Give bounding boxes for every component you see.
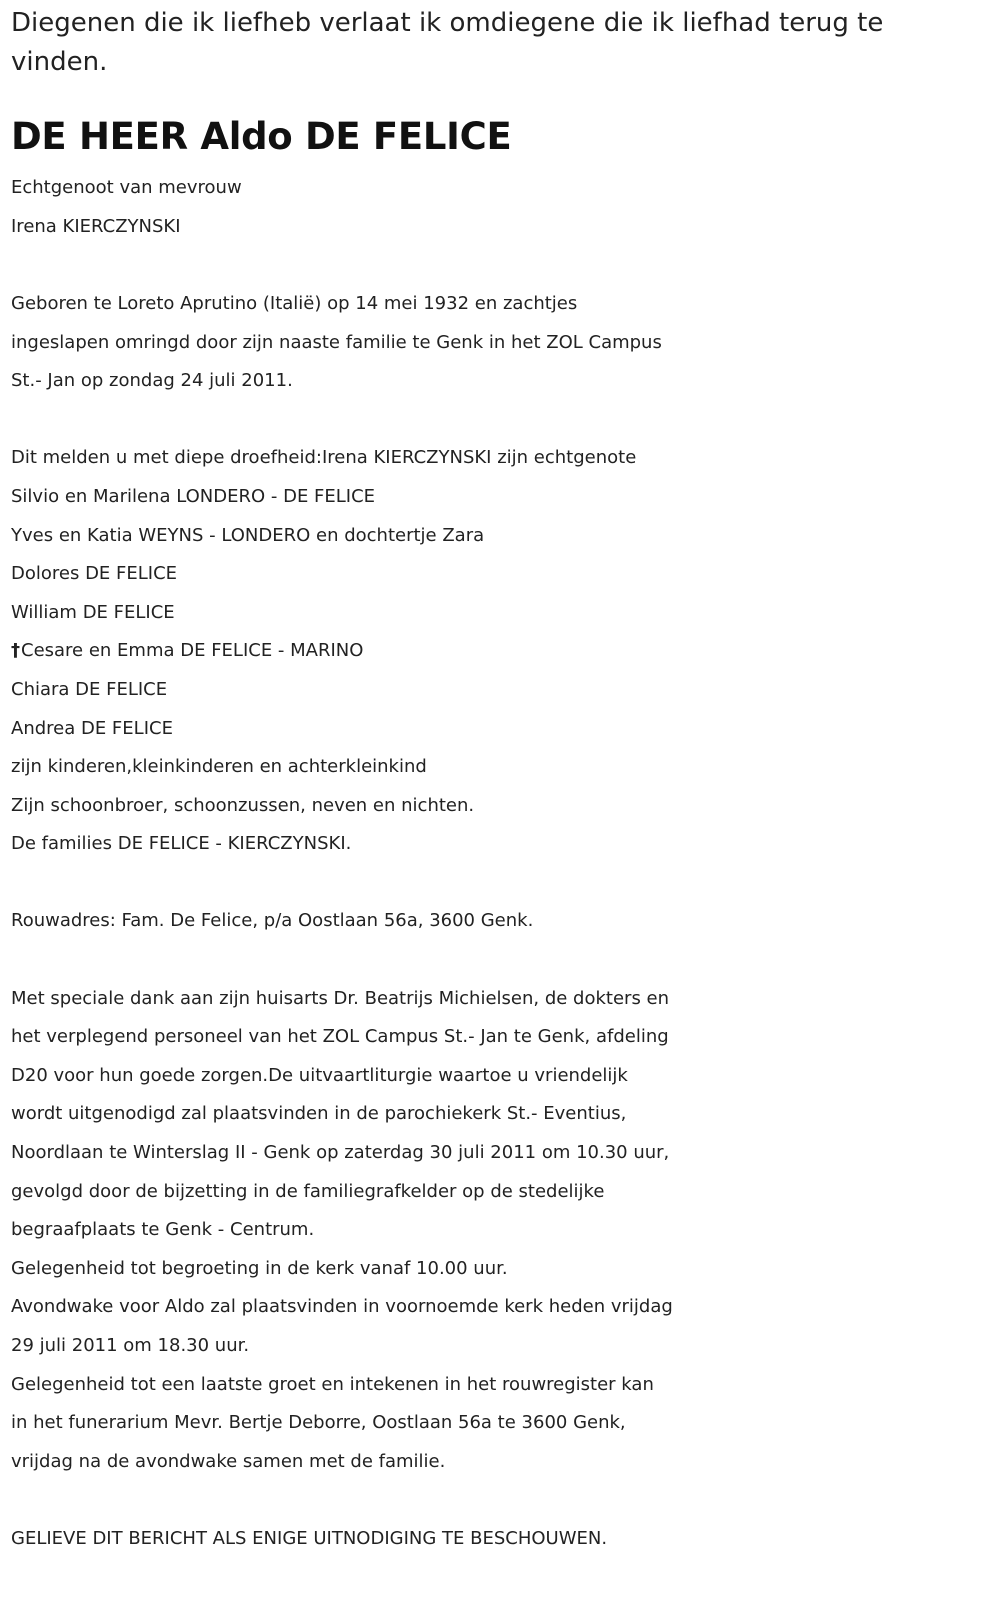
ceremony-line: 29 juli 2011 om 18.30 uur.	[11, 1335, 250, 1356]
family-line: Silvio en Marilena LONDERO - DE FELICE	[11, 485, 376, 507]
spouse-line: Echtgenoot van mevrouw	[11, 177, 242, 199]
birth-line: Geboren te Loreto Aprutino (Italië) op 14 mei 1932 en zachtjes	[11, 292, 578, 314]
opening-quote: Diegenen die ik liefheb verlaat ik omdiegene die ik liefhad terug te vinden.	[11, 8, 884, 77]
ceremony-line: begraafplaats te Genk - Centrum.	[11, 1219, 315, 1241]
ceremony-line: gevolgd door de bijzetting in de familiegrafkelder op de stedelijke	[11, 1180, 605, 1202]
family-line: Dolores DE FELICE	[11, 563, 178, 585]
ceremony-line: D20 voor hun goede zorgen.De uitvaartliturgie waartoe u vriendelijk	[11, 1064, 628, 1086]
ceremony-line: het verplegend personeel van het ZOL Campus St.- Jan te Genk, afdeling	[11, 1026, 669, 1048]
closing-notice: GELIEVE DIT BERICHT ALS ENIGE UITNODIGING TE BESCHOUWEN.	[11, 1527, 608, 1549]
ceremony-line: Noordlaan te Winterslag II - Genk op zaterdag 30 juli 2011 om 10.30 uur,	[11, 1142, 670, 1164]
thanks-and-ceremony-section	[11, 980, 990, 1482]
deceased-family-line	[11, 632, 990, 671]
mourning-address: Rouwadres: Fam. De Felice, p/a Oostlaan 56a, 3600 Genk.	[11, 910, 534, 932]
ceremony-line: vrijdag na de avondwake samen met de familie.	[11, 1450, 446, 1472]
ceremony-line: in het funerarium Mevr. Bertje Deborre, Oostlaan 56a te 3600 Genk,	[11, 1412, 626, 1434]
family-line: Dit melden u met diepe droefheid:Irena KIERCZYNSKI zijn echtgenote	[11, 447, 637, 469]
ceremony-line: wordt uitgenodigd zal plaatsvinden in de parochiekerk St.- Eventius,	[11, 1103, 627, 1125]
family-line: Chiara DE FELICE	[11, 678, 168, 700]
family-line: zijn kinderen,kleinkinderen en achterkleinkind	[11, 756, 427, 778]
family-line: William DE FELICE	[11, 601, 175, 623]
deceased-family-text: Cesare en Emma DE FELICE - MARINO	[21, 640, 364, 662]
spouse-line: Irena KIERCZYNSKI	[11, 215, 181, 237]
spouse-section	[11, 169, 990, 246]
family-section	[11, 439, 990, 864]
birth-section	[11, 285, 990, 401]
ceremony-line: Gelegenheid tot een laatste groet en intekenen in het rouwregister kan	[11, 1373, 654, 1395]
birth-line: St.- Jan op zondag 24 juli 2011.	[11, 370, 293, 392]
family-line: Yves en Katia WEYNS - LONDERO en dochtertje Zara	[11, 524, 485, 546]
family-line: Andrea DE FELICE	[11, 717, 173, 739]
spacer	[11, 864, 990, 903]
spacer	[11, 246, 990, 285]
deceased-name: DE HEER Aldo DE FELICE	[11, 115, 512, 159]
spacer	[11, 941, 990, 980]
ceremony-line: Gelegenheid tot begroeting in de kerk vanaf 10.00 uur.	[11, 1257, 508, 1279]
ceremony-line: Avondwake voor Aldo zal plaatsvinden in voornoemde kerk heden vrijdag	[11, 1296, 673, 1318]
birth-line: ingeslapen omringd door zijn naaste familie te Genk in het ZOL Campus	[11, 331, 662, 353]
family-line: De families DE FELICE - KIERCZYNSKI.	[11, 833, 352, 855]
family-line: Zijn schoonbroer, schoonzussen, neven en nichten.	[11, 794, 475, 816]
ceremony-line: Met speciale dank aan zijn huisarts Dr. Beatrijs Michielsen, de dokters en	[11, 987, 670, 1009]
cross-icon: †	[11, 640, 20, 662]
spacer	[11, 401, 990, 440]
